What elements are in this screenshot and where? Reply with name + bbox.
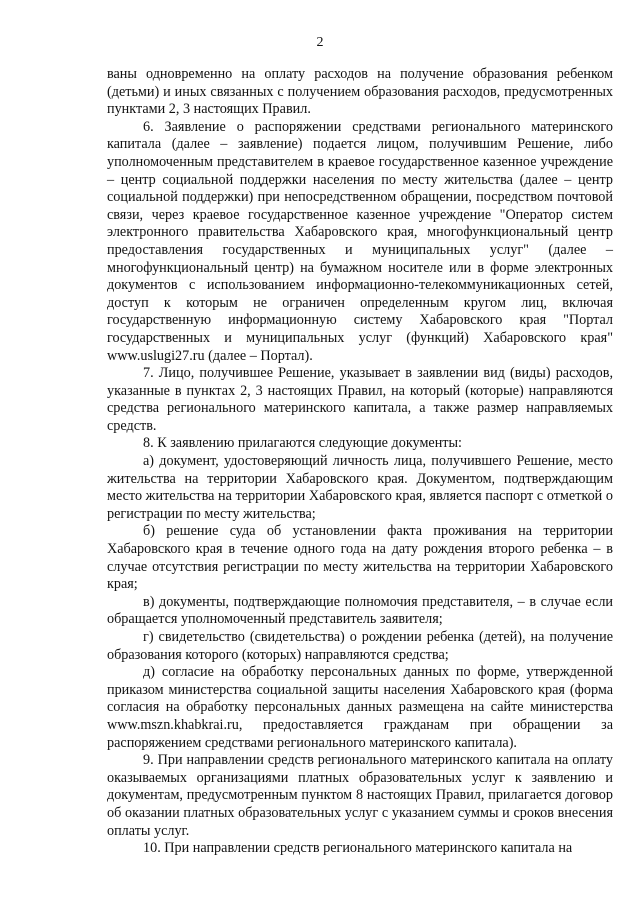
paragraph-9-paid-services: 9. При направлении средств регионального материнского капитала на оплату оказываемых организациями платных образовательных услуг к заявлению и документам, предусмотренным пунктом 8 настоящих Правил, прилагается договор об оказании платных образовательных услуг с указанием суммы и сроков внесения оплаты услуг. [107,752,613,839]
paragraph-8b-court-decision: б) решение суда об установлении факта проживания на территории Хабаровского края в течение одного года на дату рождения второго ребенка – в случае отсутствия регистрации по месту жительства на территории Хабаровского края; [107,523,613,593]
paragraph-10-start: 10. При направлении средств регионального материнского капитала на [143,840,573,857]
document-body [107,66,613,858]
paragraph-7-expense-types: 7. Лицо, получившее Решение, указывает в заявлении вид (виды) расходов, указанные в пунктах 2, 3 настоящих Правил, на который (которые) направляются средства регионального материнского капитала, а также размер направляемых средств. [107,365,613,434]
page-number: 2 [316,35,324,50]
paragraph-8d-data-consent: д) согласие на обработку персональных данных по форме, утвержденной приказом министерства социальной защиты населения Хабаровского края (форма согласия на обработку персональных данных размещена на сайте министерства www.mszn.khabkrai.ru, предоставляется гражданам при обращении за распоряжением средствами регионального материнского капитала). [107,664,613,751]
paragraph-8v-representative-documents: в) документы, подтверждающие полномочия представителя, – в случае если обращается уполномоченный представитель заявителя; [107,593,613,628]
paragraph-8-documents-heading: 8. К заявлению прилагаются следующие документы: [143,435,462,452]
paragraph-8g-birth-certificate: г) свидетельство (свидетельства) о рождении ребенка (детей), на получение образования которого (которых) направляются средства; [107,629,613,663]
paragraph-continuation: ваны одновременно на оплату расходов на получение образования ребенком (детьми) и иных связанных с получением образования расходов, предусмотренных пунктами 2, 3 настоящих Правил. [107,66,613,118]
paragraph-8a-identity-document: а) документ, удостоверяющий личность лица, получившего Решение, место жительства на территории Хабаровского края. Документом, подтверждающим место жительства на территории Хабаровского края, является паспорт с отметкой о регистрации по месту жительства; [107,453,613,522]
paragraph-6-application: 6. Заявление о распоряжении средствами регионального материнского капитала (далее – заявление) подается лицом, получившим Решение, либо уполномоченным представителем в краевое государственное казенное учреждение – центр социальной поддержки населения по месту жительства (далее – центр социальной поддержки) при непосредственном обращении, посредством почтовой связи, через краевое государственное казенное учреждение "Оператор систем электронного правительства Хабаровского края, многофункциональный центр предоставления государственных и муниципальных услуг" (далее – многофункциональный центр) на бумажном носителе или в форме электронных документов с использованием информационно-телекоммуникационных сетей, доступ к которым не ограничен определенным кругом лиц, включая государственную информационную систему Хабаровского края "Портал государственных и муниципальных услуг (функций) Хабаровского края" www.uslugi27.ru (далее – Портал). [107,118,613,364]
